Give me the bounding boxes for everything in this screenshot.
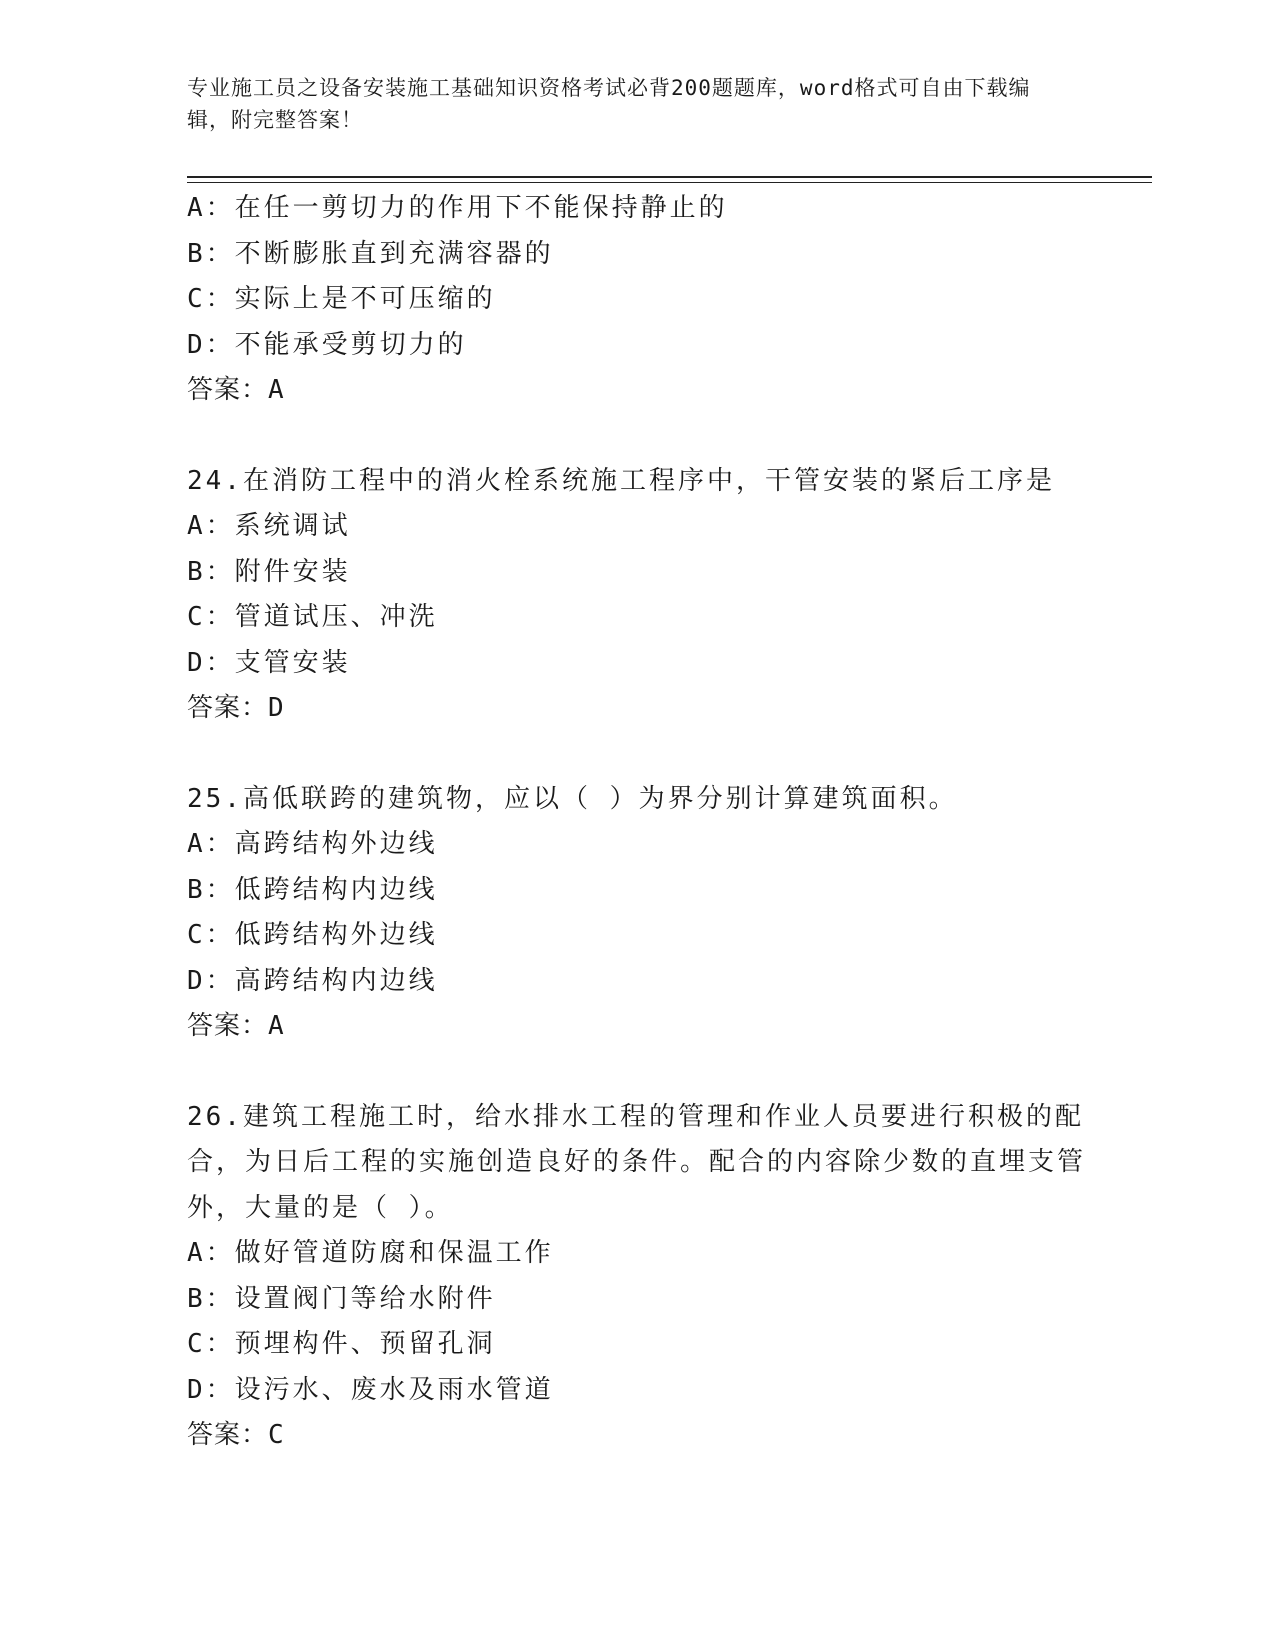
option-b: B：设置阀门等给水附件 — [187, 1283, 496, 1314]
option-a: A：系统调试 — [187, 511, 351, 541]
answer-line — [187, 686, 1087, 732]
option-a: A：做好管道防腐和保温工作 — [187, 1238, 554, 1268]
answer-line — [187, 368, 1087, 414]
question-stem: 26.建筑工程施工时，给水排水工程的管理和作业人员要进行积极的配合，为日后工程的实施创造良好的条件。配合的内容除少数的直埋支管外，大量的是（ ）。 — [187, 1101, 1087, 1223]
option-a: A：高跨结构外边线 — [187, 829, 438, 859]
answer-label: 答案： — [187, 1011, 269, 1041]
answer-value: A — [268, 1011, 287, 1041]
header-rule-thick — [187, 176, 1152, 178]
option-d: D：高跨结构内边线 — [187, 965, 438, 996]
question-stem: 24.在消防工程中的消火栓系统施工程序中，干管安装的紧后工序是 — [187, 465, 1055, 496]
option-c: C：管道试压、冲洗 — [187, 602, 438, 632]
question-block-26 — [187, 1095, 1087, 1459]
answer-label: 答案： — [187, 375, 269, 405]
question-block-prev — [187, 186, 1087, 414]
answer-line — [187, 1413, 1087, 1459]
option-b: B：不断膨胀直到充满容器的 — [187, 238, 554, 269]
option-c: C：低跨结构外边线 — [187, 920, 438, 950]
option-d: D：不能承受剪切力的 — [187, 329, 467, 360]
option-b: B：低跨结构内边线 — [187, 874, 438, 905]
answer-value: C — [268, 1420, 287, 1450]
question-block-25 — [187, 777, 1087, 1050]
option-b: B：附件安装 — [187, 556, 351, 587]
option-c: C：实际上是不可压缩的 — [187, 284, 496, 314]
answer-line — [187, 1004, 1087, 1050]
question-stem: 25.高低联跨的建筑物，应以（ ）为界分别计算建筑面积。 — [187, 783, 958, 814]
answer-value: A — [268, 375, 287, 405]
header-rule-thin — [187, 182, 1152, 183]
question-list — [187, 186, 1087, 1459]
option-d: D：设污水、废水及雨水管道 — [187, 1374, 554, 1405]
answer-label: 答案： — [187, 1420, 269, 1450]
question-block-24 — [187, 459, 1087, 732]
option-d: D：支管安装 — [187, 647, 351, 678]
document-header: 专业施工员之设备安装施工基础知识资格考试必背200题题库，word格式可自由下载编辑，附完整答案！ — [187, 76, 1031, 132]
option-c: C：预埋构件、预留孔洞 — [187, 1329, 496, 1359]
answer-label: 答案： — [187, 693, 269, 723]
option-a: A：在任一剪切力的作用下不能保持静止的 — [187, 193, 728, 223]
answer-value: D — [268, 693, 287, 723]
